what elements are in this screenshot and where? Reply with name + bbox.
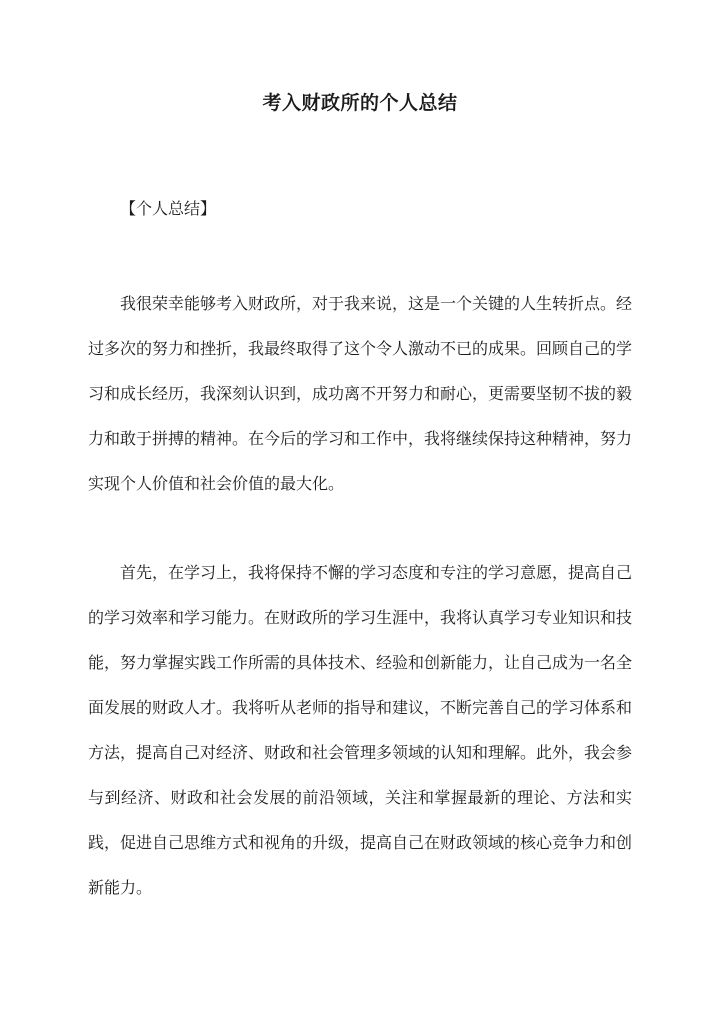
section-label: 【个人总结】 (120, 199, 217, 218)
paragraph-1: 我很荣幸能够考入财政所，对于我来说，这是一个关键的人生转折点。经过多次的努力和挫折，我最终取得了这个令人激动不已的成果。回顾自己的学习和成长经历，我深刻认识到，成功离不开努力和耐心，更需要坚韧不拔的毅力和敢于拼搏的精神。在今后的学习和工作中，我将继续保持这种精神，努力实现个人价值和社会价值的最大化。 (88, 294, 633, 493)
paragraph-2: 首先，在学习上，我将保持不懈的学习态度和专注的学习意愿，提高自己的学习效率和学习能力。在财政所的学习生涯中，我将认真学习专业知识和技能，努力掌握实践工作所需的具体技术、经验和创新能力，让自己成为一名全面发展的财政人才。我将听从老师的指导和建议，不断完善自己的学习体系和方法，提高自己对经济、财政和社会管理多领域的认知和理解。此外，我会参与到经济、财政和社会发展的前沿领域，关注和掌握最新的理论、方法和实践，促进自己思维方式和视角的升级，提高自己在财政领域的核心竞争力和创新能力。 (88, 563, 633, 897)
document-title: 考入财政所的个人总结 (262, 92, 458, 114)
